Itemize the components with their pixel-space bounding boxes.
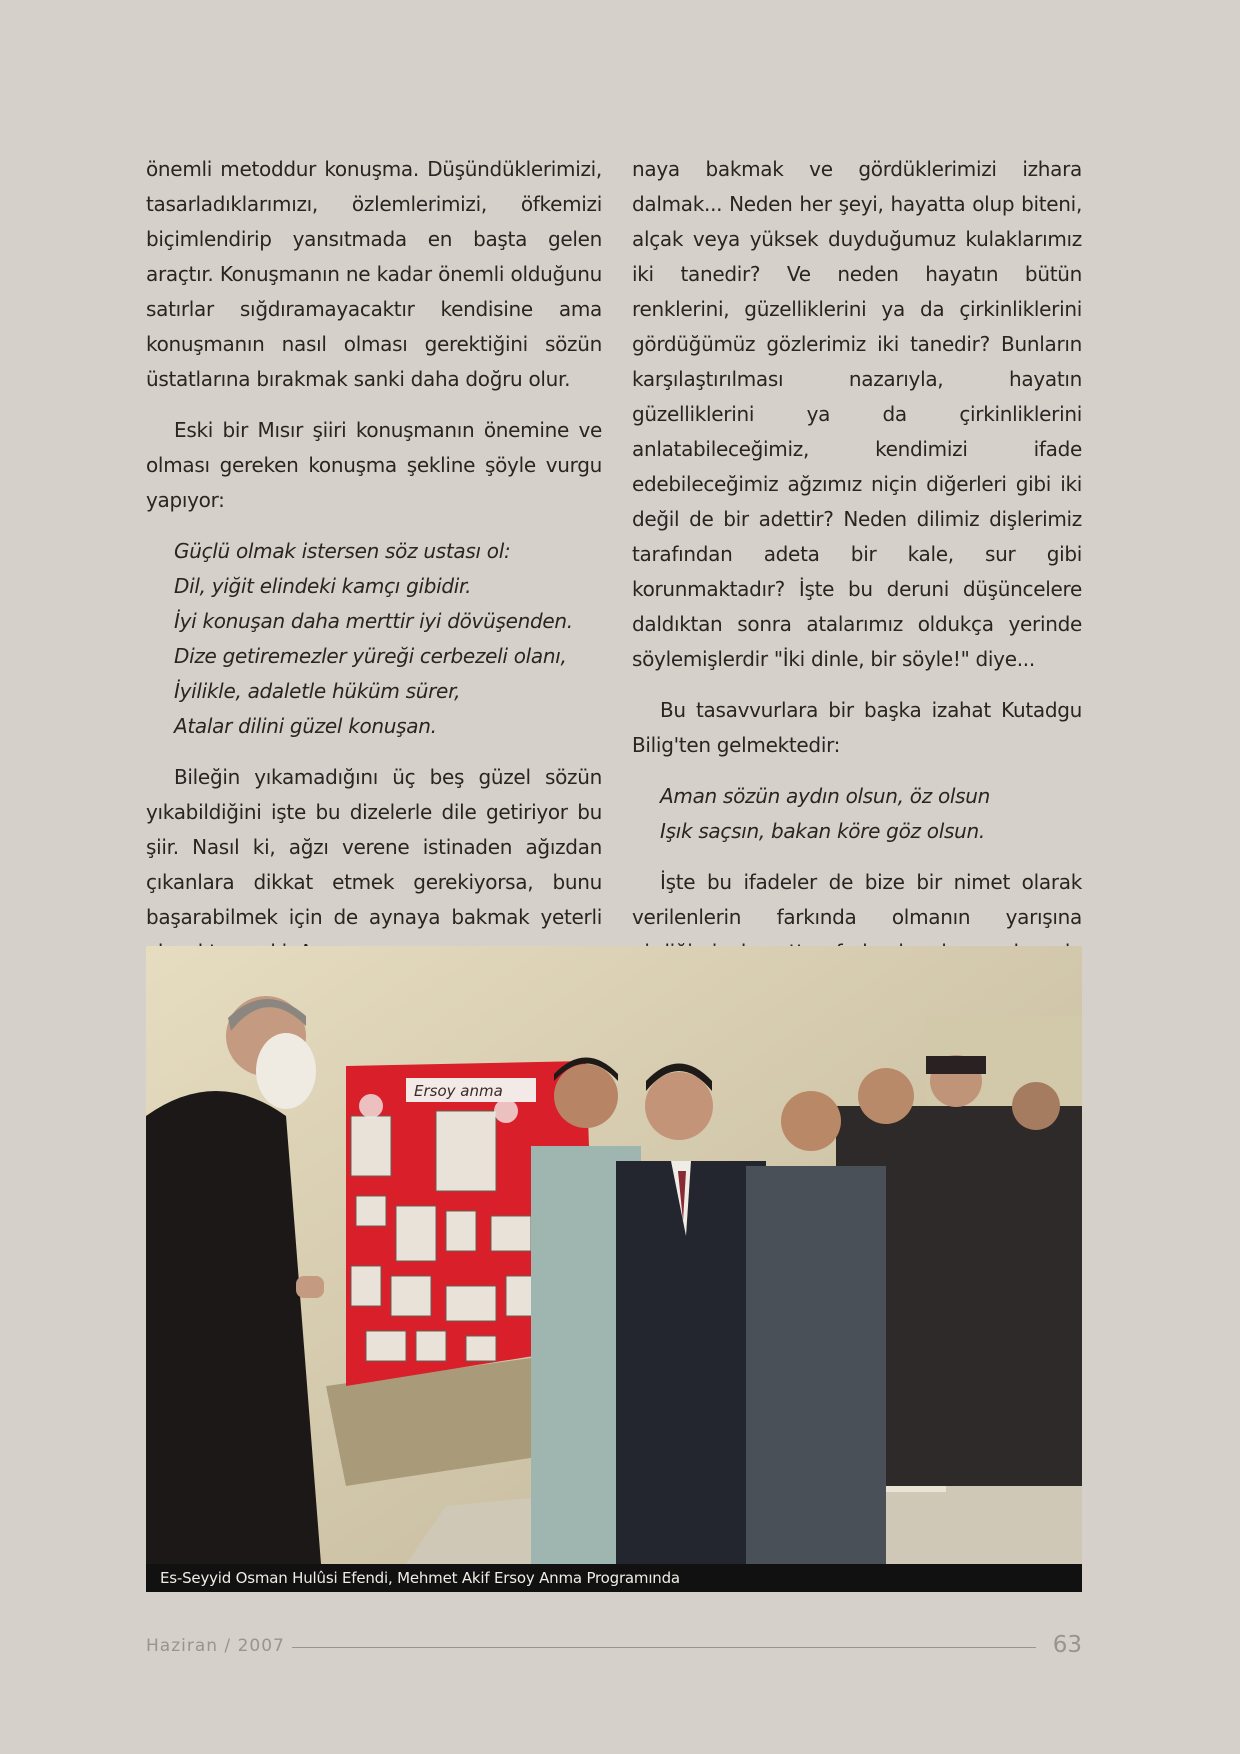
poem-line: Güçlü olmak istersen söz ustası ol: bbox=[174, 539, 511, 563]
page-number: 63 bbox=[1052, 1632, 1082, 1658]
photo-illustration bbox=[146, 946, 1082, 1564]
right-paragraph-3: İşte bu ifadeler de bize bir nimet olarak verilenlerin farkında olmanın yarışına bbox=[632, 870, 1082, 929]
issue-date: Haziran / 2007 bbox=[146, 1636, 285, 1656]
footer-rule bbox=[292, 1647, 1036, 1648]
poem-line: Dize getiremezler yüreği cerbezeli olanı, bbox=[174, 644, 567, 668]
photo-caption: Es-Seyyid Osman Hulûsi Efendi, Mehmet Akif Ersoy Anma Programında bbox=[146, 1564, 1082, 1592]
poem-line: Işık saçsın, bakan köre göz olsun. bbox=[660, 819, 985, 843]
right-text-column bbox=[632, 152, 1082, 1056]
left-paragraph-2: Eski bir Mısır şiiri konuşmanın önemine ve olması gereken konuşma şekline şöyle vurgu yapıyor: bbox=[146, 418, 602, 512]
left-paragraph-1: önemli metoddur konuşma. Düşündüklerimizi, tasarladıklarımızı, özlemlerimizi, öfkemizi biçimlendirip yansıtmada en başta gelen araçtır. Konuşmanın ne kadar önemli olduğunu satırlar sığdıramayacaktır kendisine ama konuşmanın nasıl olması gerektiğini sözün üstatlarına bırakmak sanki daha doğru olur. bbox=[146, 157, 602, 391]
poem-line: Aman sözün aydın olsun, öz olsun bbox=[660, 784, 991, 808]
board-label: Ersoy anma bbox=[414, 1082, 503, 1100]
right-paragraph-1: naya bakmak ve gördüklerimizi izhara dalmak... Neden her şeyi, hayatta olup biteni, alçak veya yüksek duyduğumuz kulaklarımız iki tanedir? Ve neden hayatın bütün renklerini, güzelliklerini ya da çirkinliklerini gördüğümüz gözlerimiz iki tanedir? Bunların karşılaştırılması nazarıyla, hayatın güzelliklerini ya da çirkinliklerini anlatabileceğimiz, kendimizi ifade edebileceğimiz ağzımız niçin diğerleri gibi iki değil de bir adettir? Neden dilimiz dişlerimiz tarafından adeta bir kale, sur gibi korunmaktadır? İşte bu deruni düşüncelere daldıktan sonra atalarımız oldukça yerinde söylemişlerdir "İki dinle, bir söyle!" diye... bbox=[632, 157, 1082, 671]
event-photograph bbox=[146, 946, 1082, 1592]
poem-line: İyi konuşan daha merttir iyi dövüşenden. bbox=[174, 609, 573, 633]
poem-line: Atalar dilini güzel konuşan. bbox=[174, 714, 437, 738]
egyptian-poem bbox=[174, 534, 602, 744]
left-text-column bbox=[146, 152, 602, 986]
poem-line: İyilikle, adaletle hüküm sürer, bbox=[174, 679, 461, 703]
left-paragraph-3: Bileğin yıkamadığını üç beş güzel sözün yıkabildiğini işte bu dizelerle dile getiriyor bu şiir. Nasıl ki, ağzı verene istinaden ağızdan çıkanlara dikkat etmek gerekiyorsa, bunu başarabilmek için de aynaya bakmak yeterli bbox=[146, 765, 602, 929]
poem-line: Dil, yiğit elindeki kamçı gibidir. bbox=[174, 574, 472, 598]
kutadgu-bilig-verse bbox=[660, 779, 1082, 849]
page-footer bbox=[146, 1632, 1082, 1662]
right-paragraph-2: Bu tasavvurlara bir başka izahat Kutadgu Bilig'ten gelmektedir: bbox=[632, 698, 1082, 757]
